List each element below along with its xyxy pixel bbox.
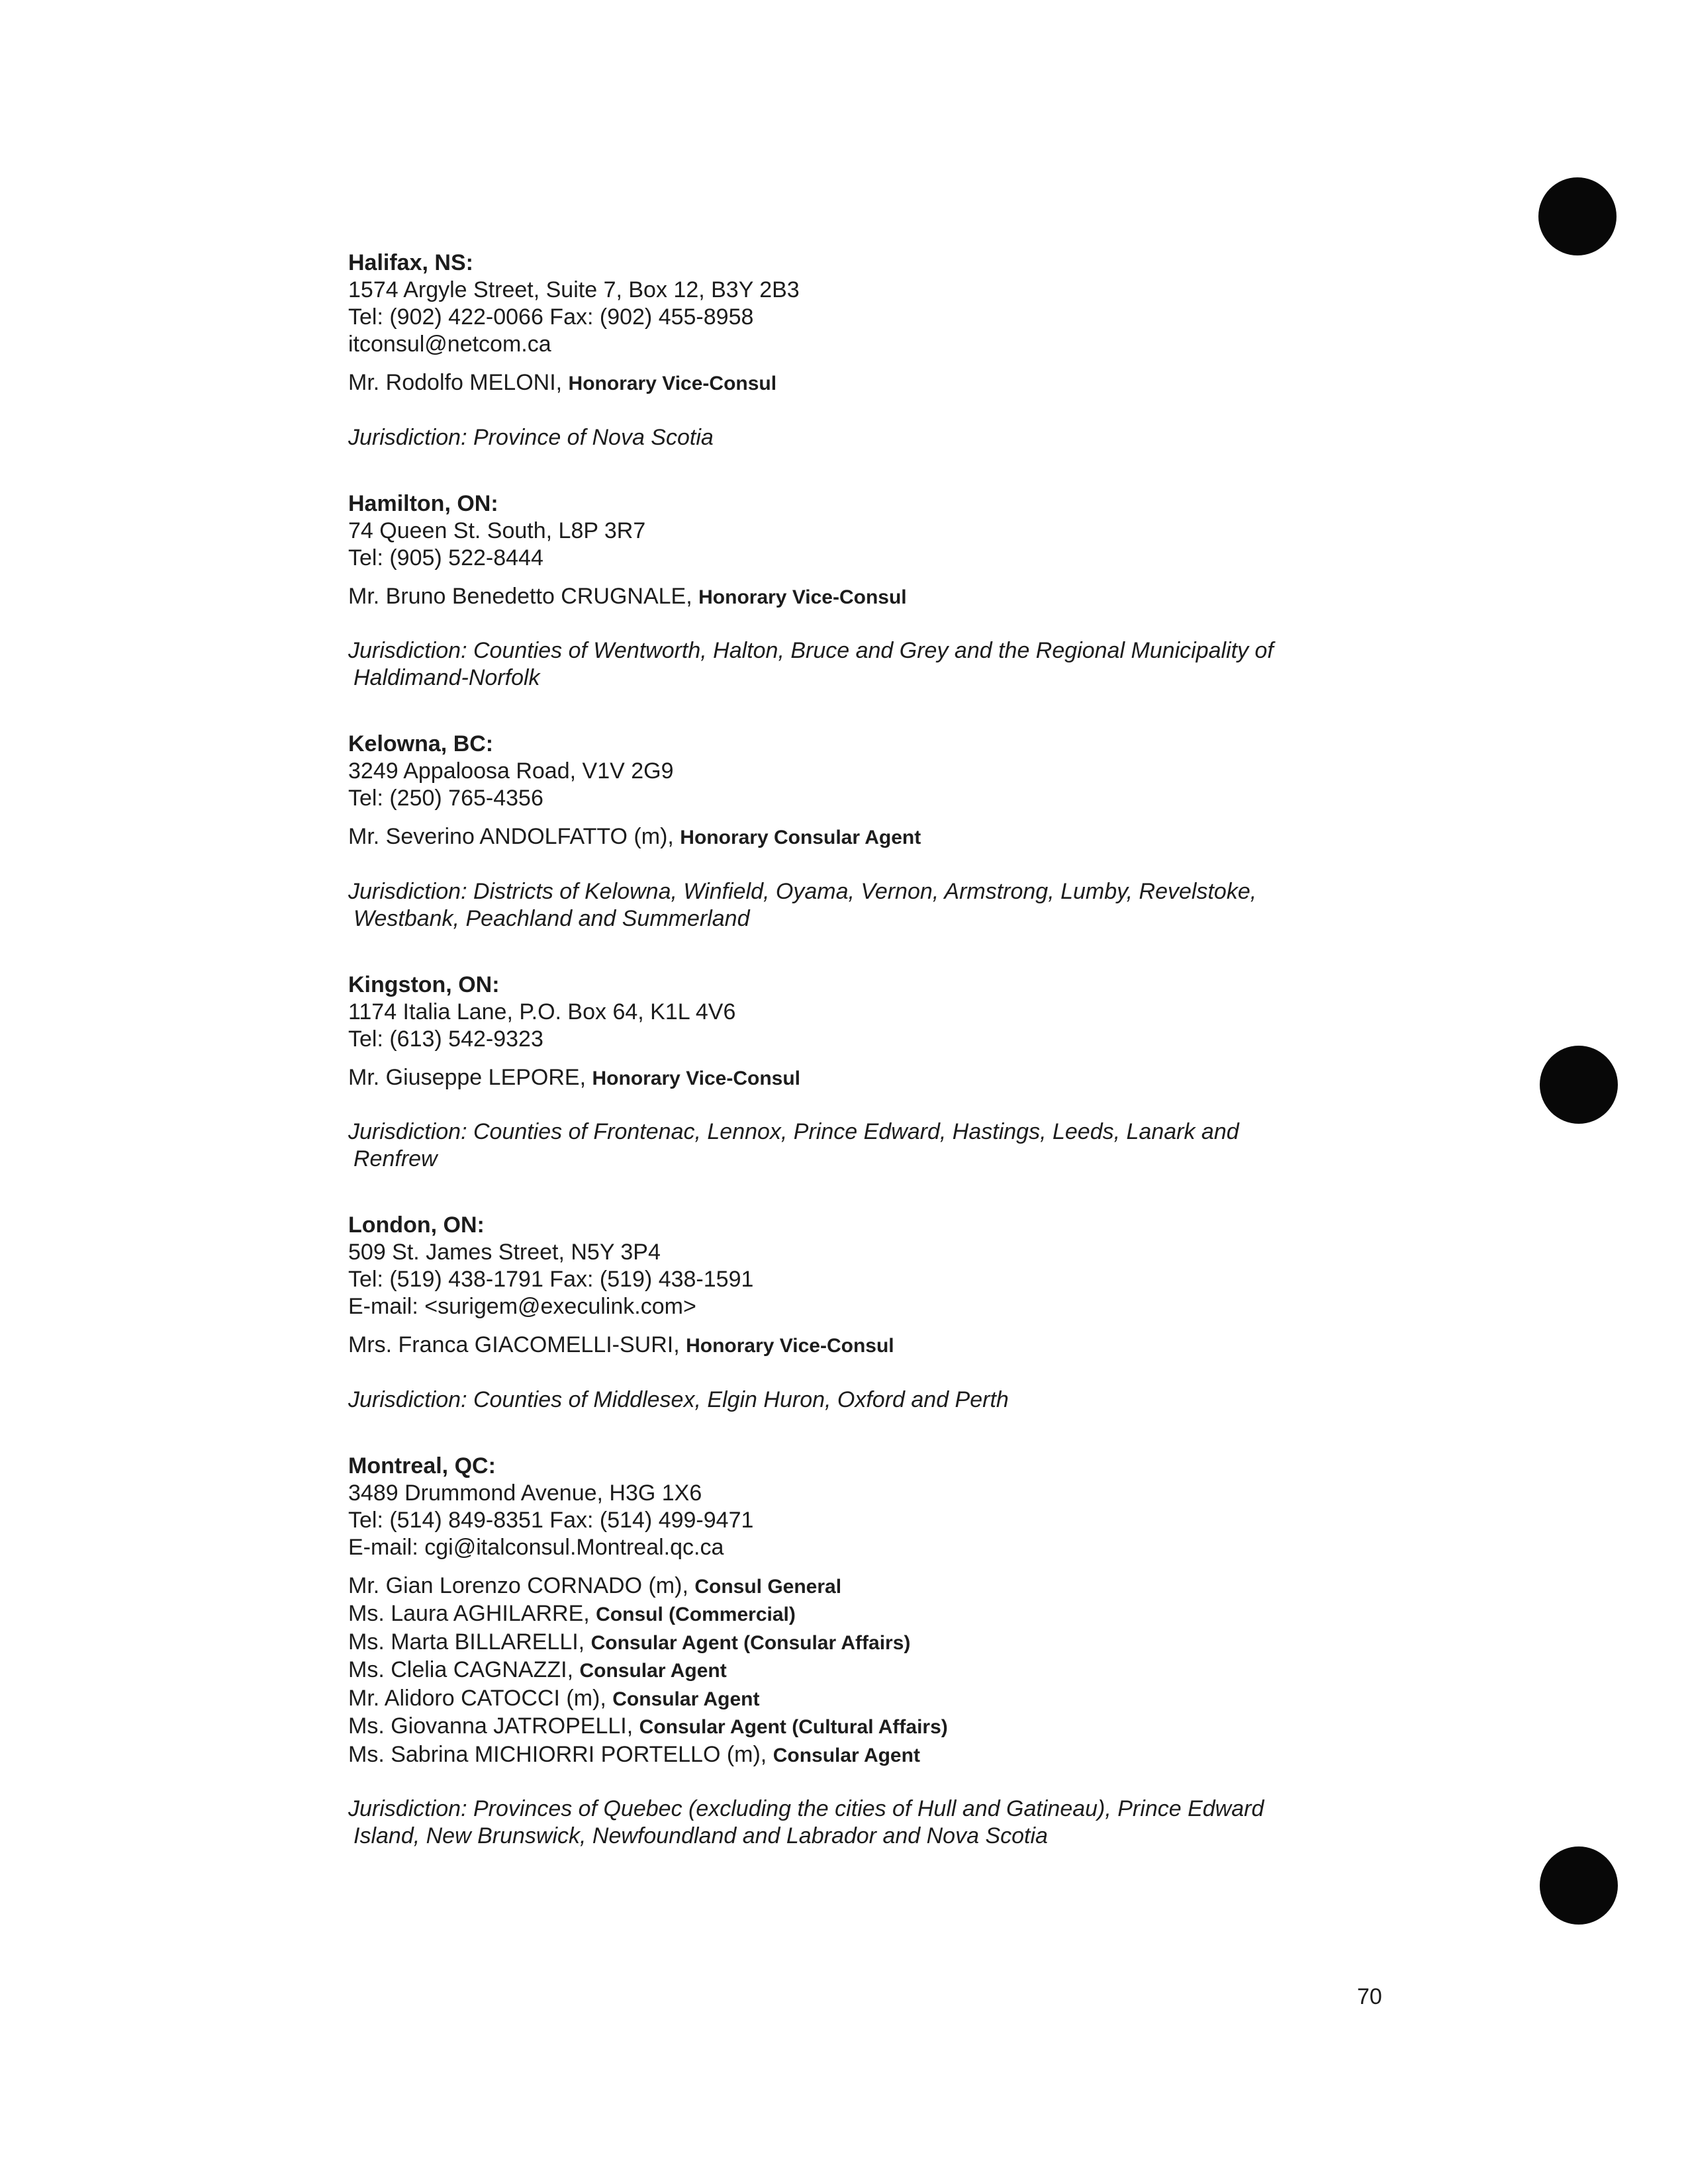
address-line: 1174 Italia Lane, P.O. Box 64, K1L 4V6 (348, 999, 736, 1024)
directory-entry (348, 490, 1474, 692)
official-entry (348, 1629, 1474, 1657)
directory-entry (348, 730, 1474, 933)
directory-entry (348, 1452, 1474, 1850)
jurisdiction (348, 1118, 1474, 1173)
official-entry (348, 583, 1474, 612)
official-name: Mr. Gian Lorenzo CORNADO (m), (348, 1572, 695, 1598)
official-name: Ms. Giovanna JATROPELLI, (348, 1713, 639, 1739)
official-name: Ms. Marta BILLARELLI, (348, 1629, 591, 1655)
directory-entry (348, 971, 1474, 1173)
official-title: Consular Agent (612, 1688, 760, 1710)
official-name: Ms. Sabrina MICHIORRI PORTELLO (m), (348, 1741, 773, 1767)
jurisdiction (348, 878, 1474, 933)
official-entry (348, 1600, 1474, 1629)
jurisdiction-line: Haldimand-Norfolk (353, 665, 540, 690)
official-name: Mr. Giuseppe LEPORE, (348, 1064, 592, 1090)
address-line: Tel: (905) 522-8444 (348, 545, 543, 570)
address-line: 3489 Drummond Avenue, H3G 1X6 (348, 1480, 702, 1506)
official-title: Consular Agent (579, 1660, 727, 1682)
jurisdiction-line: Westbank, Peachland and Summerland (353, 905, 750, 931)
address-line: E-mail: cgi@italconsul.Montreal.qc.ca (348, 1534, 724, 1560)
city-heading: Montreal, QC: (348, 1453, 496, 1479)
official-title: Consular Agent (Consular Affairs) (590, 1631, 911, 1654)
jurisdiction-line: Jurisdiction: Province of Nova Scotia (348, 424, 714, 450)
officials-list (348, 1064, 1474, 1093)
jurisdiction-line: Jurisdiction: Counties of Frontenac, Lennox, Prince Edward, Hastings, Leeds, Lanark and (348, 1119, 1239, 1144)
address-line: 74 Queen St. South, L8P 3R7 (348, 518, 646, 543)
jurisdiction-line: Jurisdiction: Counties of Wentworth, Halton, Bruce and Grey and the Regional Municipality of (348, 638, 1274, 663)
jurisdiction-line: Renfrew (353, 1146, 438, 1171)
address-line: itconsul@netcom.ca (348, 332, 551, 357)
official-entry (348, 1332, 1474, 1360)
official-title: Honorary Vice-Consul (592, 1067, 801, 1089)
address-block (348, 758, 1474, 812)
official-title: Consul General (694, 1575, 842, 1598)
city-heading: London, ON: (348, 1212, 485, 1238)
official-name: Mr. Alidoro CATOCCI (m), (348, 1685, 613, 1711)
address-line: Tel: (902) 422-0066 Fax: (902) 455-8958 (348, 304, 754, 330)
directory-entry (348, 249, 1474, 451)
official-name: Mr. Rodolfo MELONI, (348, 370, 569, 395)
city-heading: Hamilton, ON: (348, 490, 498, 516)
page-number: 70 (1357, 1984, 1382, 2009)
official-title: Honorary Vice-Consul (568, 373, 777, 394)
official-entry (348, 369, 1474, 398)
city-heading: Halifax, NS: (348, 250, 473, 275)
official-title: Honorary Vice-Consul (686, 1335, 894, 1357)
directory-entry (348, 1211, 1474, 1414)
jurisdiction (348, 637, 1474, 692)
official-name: Mr. Bruno Benedetto CRUGNALE, (348, 583, 699, 609)
address-block (348, 1239, 1474, 1320)
city-heading: Kingston, ON: (348, 972, 500, 997)
official-title: Honorary Vice-Consul (698, 586, 907, 608)
address-block (348, 518, 1474, 572)
officials-list (348, 823, 1474, 852)
punch-hole (1538, 177, 1617, 255)
address-block (348, 999, 1474, 1053)
official-title: Consular Agent (773, 1744, 920, 1766)
punch-hole (1540, 1846, 1618, 1925)
address-line: 3249 Appaloosa Road, V1V 2G9 (348, 758, 674, 784)
officials-list (348, 369, 1474, 398)
jurisdiction (348, 1387, 1474, 1414)
address-line: Tel: (514) 849-8351 Fax: (514) 499-9471 (348, 1507, 754, 1533)
official-name: Mr. Severino ANDOLFATTO (m), (348, 824, 680, 849)
official-title: Consular Agent (Cultural Affairs) (639, 1716, 948, 1738)
address-line: Tel: (519) 438-1791 Fax: (519) 438-1591 (348, 1267, 754, 1292)
address-line: Tel: (613) 542-9323 (348, 1026, 543, 1052)
punch-hole (1540, 1046, 1618, 1124)
consulate-directory (348, 249, 1474, 1888)
jurisdiction-line: Jurisdiction: Districts of Kelowna, Winfield, Oyama, Vernon, Armstrong, Lumby, Revelstoke, (348, 878, 1257, 904)
official-name: Mrs. Franca GIACOMELLI-SURI, (348, 1332, 686, 1357)
official-entry (348, 1657, 1474, 1685)
jurisdiction (348, 424, 1474, 451)
address-line: 1574 Argyle Street, Suite 7, Box 12, B3Y 2B3 (348, 277, 800, 302)
address-line: 509 St. James Street, N5Y 3P4 (348, 1240, 661, 1265)
address-block (348, 277, 1474, 358)
official-name: Ms. Clelia CAGNAZZI, (348, 1657, 580, 1682)
officials-list (348, 583, 1474, 612)
officials-list (348, 1332, 1474, 1360)
official-entry (348, 1713, 1474, 1741)
officials-list (348, 1572, 1474, 1770)
city-heading: Kelowna, BC: (348, 731, 494, 756)
address-line: E-mail: <surigem@execulink.com> (348, 1294, 696, 1319)
jurisdiction (348, 1796, 1474, 1850)
official-entry (348, 1572, 1474, 1601)
jurisdiction-line: Jurisdiction: Provinces of Quebec (excluding the cities of Hull and Gatineau), Prince Edward (348, 1796, 1264, 1821)
official-entry (348, 1741, 1474, 1770)
official-entry (348, 1685, 1474, 1713)
official-entry (348, 823, 1474, 852)
official-entry (348, 1064, 1474, 1093)
official-name: Ms. Laura AGHILARRE, (348, 1601, 596, 1626)
official-title: Consul (Commercial) (596, 1604, 796, 1625)
address-line: Tel: (250) 765-4356 (348, 786, 543, 811)
address-block (348, 1480, 1474, 1561)
jurisdiction-line: Jurisdiction: Counties of Middlesex, Elgin Huron, Oxford and Perth (348, 1387, 1009, 1412)
jurisdiction-line: Island, New Brunswick, Newfoundland and Labrador and Nova Scotia (353, 1823, 1048, 1848)
official-title: Honorary Consular Agent (680, 827, 921, 848)
